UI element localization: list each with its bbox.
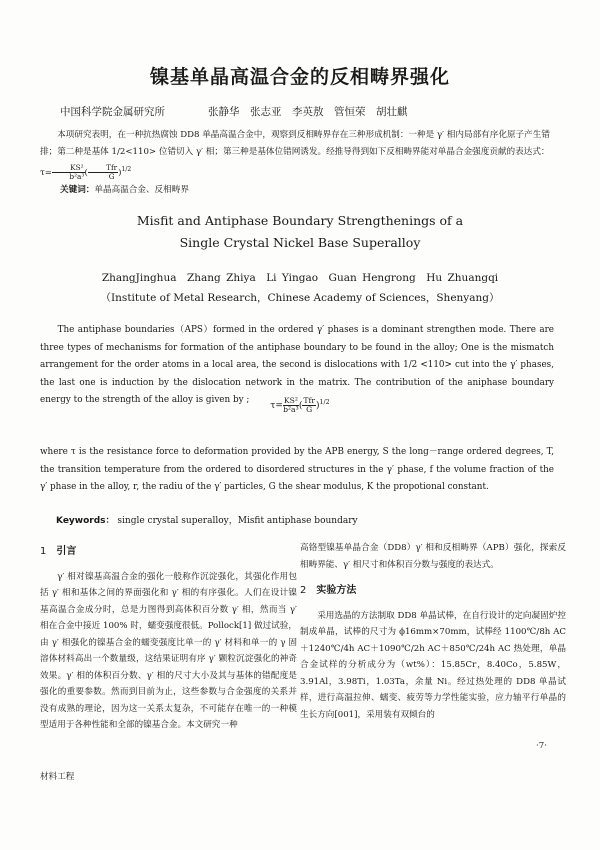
- page-number: ·7·: [536, 741, 547, 751]
- keywords-cn-text: 单晶高温合金、反相畴界: [94, 185, 189, 195]
- abstract-cn-text: 本项研究表明，在一种抗热腐蚀 DD8 单晶高温合金中，观察到反相畴界存在三种形成机制：一种是 γ′ 相内局部有序化原子产生错排；第二种是基体 1/2<110> 位错切入 γ′ 相；第三种是基体位错网诱发。经推导得到如下反相畴界能对单晶合金强度贡献的表达式：: [40, 130, 550, 157]
- keywords-cn-label: 关键词：: [60, 185, 95, 195]
- journal-name: 材料工程: [40, 772, 75, 782]
- keywords-en-text: single crystal superalloy，Misfit antiphase boundary: [117, 516, 358, 526]
- section2-text: 采用选晶的方法制取 DD8 单晶试棒，在自行设计的定向凝固炉控制成单晶，试棒的尺寸为 ϕ16mm×70mm，试棒经 1100℃/8h AC＋1240℃/4h AC＋1090℃/2h AC＋850℃/24h AC 热处理，单晶合金试样的分析成分为（wt%）：15.85Cr，8.40Co，5.85W，3.91Al，3.98Ti，1.03Ta，余量 Ni。经过热处理的 DD8 单晶试样，进行高温拉伸、蠕变、疲劳等力学性能实验，应力轴平行单晶的生长方向[001]，采用装有双倾台的: [300, 610, 566, 720]
- keywords-en: [56, 513, 358, 526]
- title-en-line2: Single Crystal Nickel Base Superalloy: [179, 235, 421, 250]
- formula-en: τ= $\frac{\text{KS²}}{\text{b²a³}}$ ( $\frac{\text{Tfr}}{G}$ )$^{1/2}$: [270, 396, 330, 415]
- column-right: [300, 540, 566, 723]
- authors-en: ZhangJinghua Zhang Zhiya Li Yingao Guan Hengrong Hu Zhuangqi: [101, 272, 499, 284]
- keywords-en-label: Keywords：: [56, 516, 115, 526]
- affiliation-en: （Institute of Metal Research，Chinese Academy of Sciences，Shenyang）: [100, 292, 500, 304]
- section2-title: 实验方法: [316, 585, 357, 596]
- section1-number: 1: [40, 546, 47, 557]
- affiliation-cn: 中国科学院金属研究所: [60, 106, 165, 118]
- keywords-cn: [60, 183, 189, 195]
- title-en-line1: Misfit and Antiphase Boundary Strengthenings of a: [136, 213, 464, 228]
- right-intro-text: 高铬型镍基单晶合金（DD8）γ′ 相和反相畴界（APB）强化，探索反相畴界能、γ′ 相尺寸和体积百分数与强度的表达式。: [300, 543, 566, 570]
- formula-cn: τ= $\frac{\text{KS²}}{\text{b²a³}}$ ( $\frac{\text{Tfr}}{G}$ )$^{1/2}$: [40, 163, 132, 181]
- column-left: [40, 540, 297, 734]
- section1-title: 引言: [56, 546, 77, 557]
- title-en: [0, 210, 600, 254]
- abstract-en-para1: The antiphase boundaries（APS）formed in the ordered γ′ phases is a dominant strengthen mode. There are three types of mechanisms for formation of the antiphase boundary to be found in the alloy; One is the mismatch arrangement for the order atoms in a local area, the second is dislocations with 1/2 <110> cut into the γ′ phases, the last one is induction by the dislocation network in the matrix. The contribution of the aniphase boundary energy to the strength of the alloy is given by ;: [40, 325, 554, 405]
- abstract-cn: [40, 127, 560, 182]
- section1-heading: [40, 544, 297, 561]
- title-cn: 镍基单晶高温合金的反相畴界强化: [149, 66, 450, 88]
- section2-number: 2: [300, 585, 307, 596]
- section1-text: γ′ 相对镍基高温合金的强化一般称作沉淀强化，其强化作用包括 γ′ 相和基体之间的界面强化和 γ′ 相的有序强化。人们在设计镍基高温合金成分时，总是力图得到高体积百分数 γ′ 相，然而当 γ′ 相在合金中接近 100% 时，蠕变强度很低。Pollock[1] 做过试验，由 γ′ 相强化的镍基合金的蠕变强度比单一的 γ′ 材料和单一的 γ 固溶体材料高出一个数量级，这结果证明有序 γ′ 颗粒沉淀强化的神奇效果。γ′ 相的体积百分数、γ′ 相的尺寸大小及其与基体的错配度是强化的重要参数。然而到目前为止，这些参数与合金强度的关系并没有成熟的理论，因为这一关系太复杂，不可能存在唯一的一种模型适用于各种性能和全部的镍基合金。本文研究一种: [40, 571, 297, 730]
- section2-heading: [300, 583, 566, 600]
- abstract-en-para2: where τ is the resistance force to deformation provided by the APB energy, S the long－range ordered degrees, T, the transition temperature from the ordered to disordered structures in the γ′ phase, f the volume fraction of the γ′ phase in the alloy, r, the radiu of the γ′ particles, G the shear modulus, K the propotional constant.: [40, 447, 554, 492]
- authors-cn: 张静华 张志亚 李英敖 管恒荣 胡壮麒: [208, 106, 408, 118]
